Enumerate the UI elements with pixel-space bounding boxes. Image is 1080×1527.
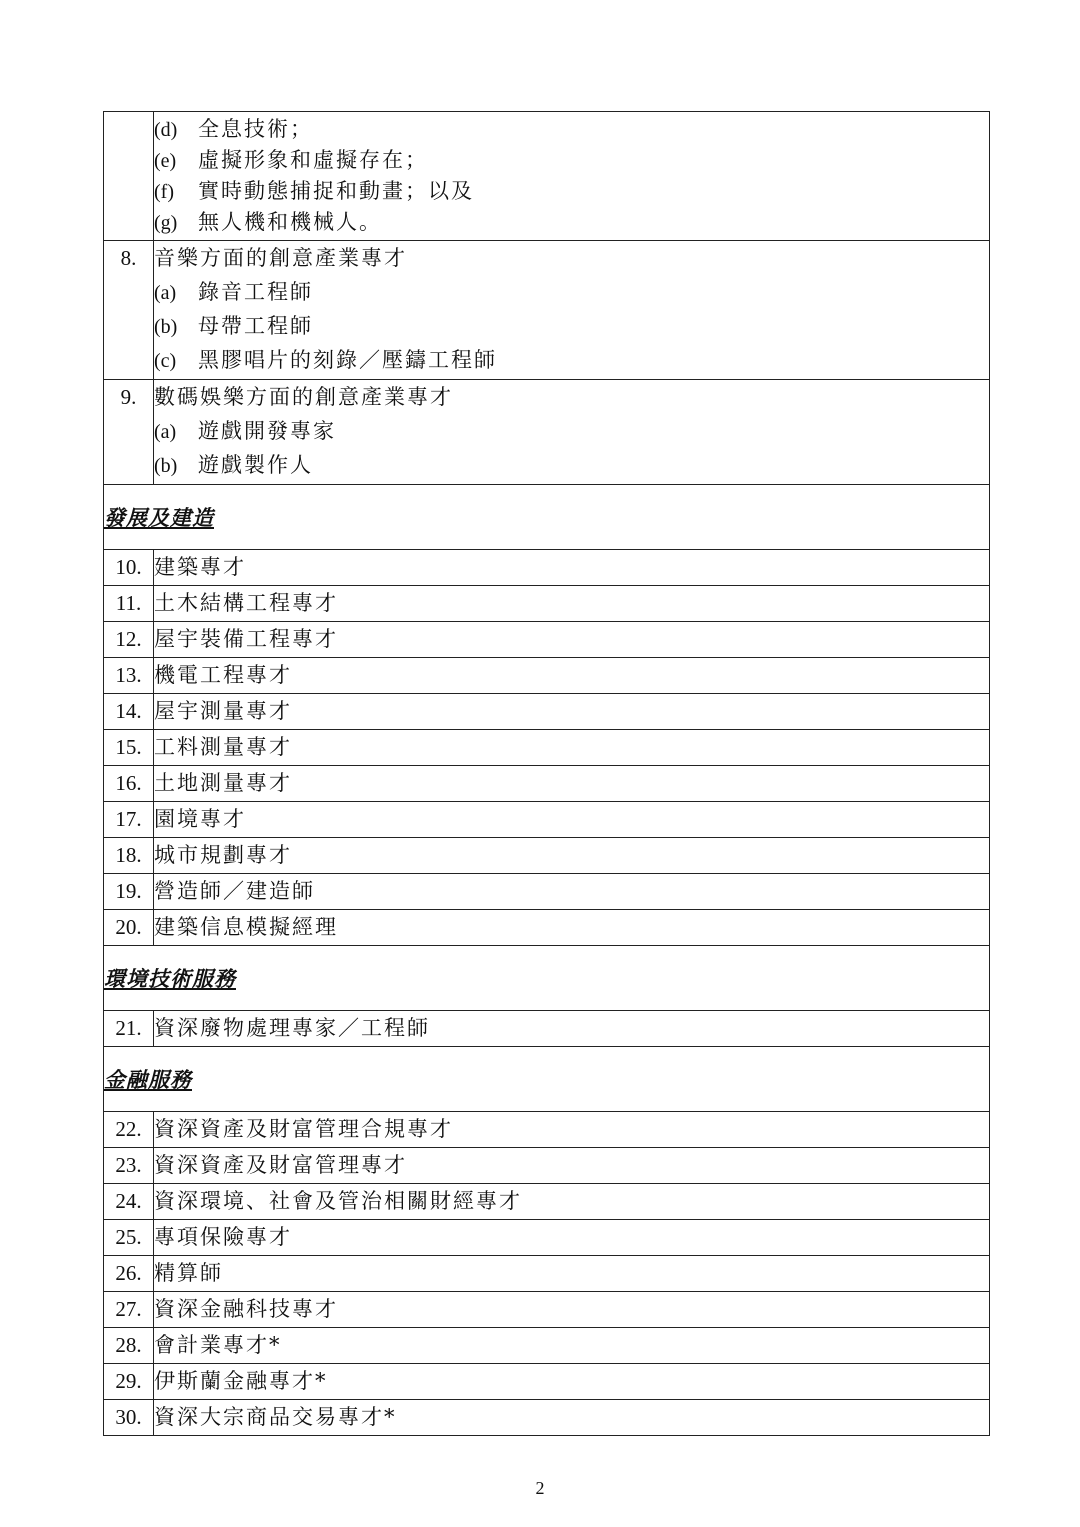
talent-name: 建築信息模擬經理: [154, 910, 990, 946]
row-number: 15.: [104, 730, 154, 766]
sub-item-text: 無人機和機械人。: [198, 210, 382, 234]
talent-row: [104, 802, 990, 838]
row-number: 17.: [104, 802, 154, 838]
talent-name: 資深環境、社會及管治相關財經專才: [154, 1184, 990, 1220]
talent-name: 屋宇測量專才: [154, 694, 990, 730]
row-number: 16.: [104, 766, 154, 802]
row-number: 14.: [104, 694, 154, 730]
talent-row: [104, 766, 990, 802]
talent-list-table: [103, 111, 990, 1436]
talent-row: [104, 658, 990, 694]
sub-item-tag: (d): [154, 119, 178, 141]
sub-item-text: 虛擬形象和虛擬存在；: [198, 148, 428, 172]
talent-name: 建築專才: [154, 550, 990, 586]
talent-name: 資深資產及財富管理合規專才: [154, 1112, 990, 1148]
talent-name: 專項保險專才: [154, 1220, 990, 1256]
row-number: [104, 112, 154, 241]
talent-row: [104, 622, 990, 658]
sub-item-tag: (f): [154, 181, 174, 203]
talent-row: [104, 1400, 990, 1436]
talent-name: 園境專才: [154, 802, 990, 838]
row-number: 30.: [104, 1400, 154, 1436]
row-number: 18.: [104, 838, 154, 874]
sub-item-tag: (a): [154, 282, 177, 304]
row-number: 25.: [104, 1220, 154, 1256]
talent-name: 資深資產及財富管理專才: [154, 1148, 990, 1184]
sub-item: [154, 414, 989, 448]
talent-row: [104, 910, 990, 946]
sub-item: [154, 309, 989, 343]
section-8-cell: [154, 241, 990, 380]
group-heading-row: [104, 1047, 990, 1112]
talent-name: 資深大宗商品交易專才*: [154, 1400, 990, 1436]
continuation-row: [104, 112, 990, 241]
talent-name: 屋宇裝備工程專才: [154, 622, 990, 658]
sub-item: [154, 275, 989, 309]
row-number: 8.: [104, 241, 154, 380]
sub-item-tag: (g): [154, 212, 178, 234]
talent-row: [104, 1220, 990, 1256]
section-8-row: [104, 241, 990, 380]
section-9-row: [104, 380, 990, 485]
sub-item: [154, 343, 989, 377]
row-number: 19.: [104, 874, 154, 910]
talent-row: [104, 694, 990, 730]
talent-row: [104, 730, 990, 766]
row-number: 10.: [104, 550, 154, 586]
sub-item-tag: (c): [154, 350, 177, 372]
section-title: 數碼娛樂方面的創意產業專才: [154, 385, 453, 409]
talent-row: [104, 838, 990, 874]
sub-item-text: 遊戲製作人: [198, 453, 313, 477]
row-number: 29.: [104, 1364, 154, 1400]
talent-row: [104, 1328, 990, 1364]
row-number: 11.: [104, 586, 154, 622]
talent-name: 城市規劃專才: [154, 838, 990, 874]
group-heading: 發展及建造: [104, 485, 990, 550]
sub-item-text: 全息技術；: [198, 117, 313, 141]
talent-row: [104, 1184, 990, 1220]
sub-item-text: 錄音工程師: [198, 280, 313, 304]
talent-name: 工料測量專才: [154, 730, 990, 766]
talent-name: 土木結構工程專才: [154, 586, 990, 622]
row-number: 9.: [104, 380, 154, 485]
row-number: 28.: [104, 1328, 154, 1364]
sub-item: [154, 207, 989, 238]
talent-row: [104, 586, 990, 622]
section-9-cell: [154, 380, 990, 485]
row-number: 22.: [104, 1112, 154, 1148]
talent-name: 資深金融科技專才: [154, 1292, 990, 1328]
page-number: 2: [535, 1478, 545, 1498]
sub-item: [154, 145, 989, 176]
group-heading-row: [104, 946, 990, 1011]
row-number: 13.: [104, 658, 154, 694]
row-number: 27.: [104, 1292, 154, 1328]
row-number: 12.: [104, 622, 154, 658]
talent-row: [104, 874, 990, 910]
talent-name: 資深廢物處理專家／工程師: [154, 1011, 990, 1047]
talent-row: [104, 1011, 990, 1047]
talent-row: [104, 1364, 990, 1400]
group-heading: 金融服務: [104, 1047, 990, 1112]
group-heading-row: [104, 485, 990, 550]
sub-item-text: 黑膠唱片的刻錄／壓鑄工程師: [198, 348, 497, 372]
sub-item-tag: (b): [154, 455, 178, 477]
talent-name: 伊斯蘭金融專才*: [154, 1364, 990, 1400]
sub-item: [154, 176, 989, 207]
talent-row: [104, 1256, 990, 1292]
sub-item-text: 實時動態捕捉和動畫；以及: [198, 179, 474, 203]
talent-name: 營造師／建造師: [154, 874, 990, 910]
row-number: 21.: [104, 1011, 154, 1047]
sub-item-tag: (e): [154, 150, 177, 172]
sub-item-tag: (b): [154, 316, 178, 338]
talent-row: [104, 1112, 990, 1148]
sub-item-text: 母帶工程師: [198, 314, 313, 338]
talent-row: [104, 550, 990, 586]
talent-name: 精算師: [154, 1256, 990, 1292]
talent-name: 土地測量專才: [154, 766, 990, 802]
row-number: 24.: [104, 1184, 154, 1220]
talent-row: [104, 1148, 990, 1184]
row-number: 26.: [104, 1256, 154, 1292]
group-heading: 環境技術服務: [104, 946, 990, 1011]
sub-item: [154, 448, 989, 482]
row-number: 23.: [104, 1148, 154, 1184]
sub-item-tag: (a): [154, 421, 177, 443]
talent-name: 機電工程專才: [154, 658, 990, 694]
continuation-cell: [154, 112, 990, 241]
sub-item-text: 遊戲開發專家: [198, 419, 336, 443]
row-number: 20.: [104, 910, 154, 946]
talent-list-body: [104, 112, 990, 1436]
sub-item: [154, 114, 989, 145]
section-title: 音樂方面的創意產業專才: [154, 246, 407, 270]
talent-row: [104, 1292, 990, 1328]
talent-name: 會計業專才*: [154, 1328, 990, 1364]
